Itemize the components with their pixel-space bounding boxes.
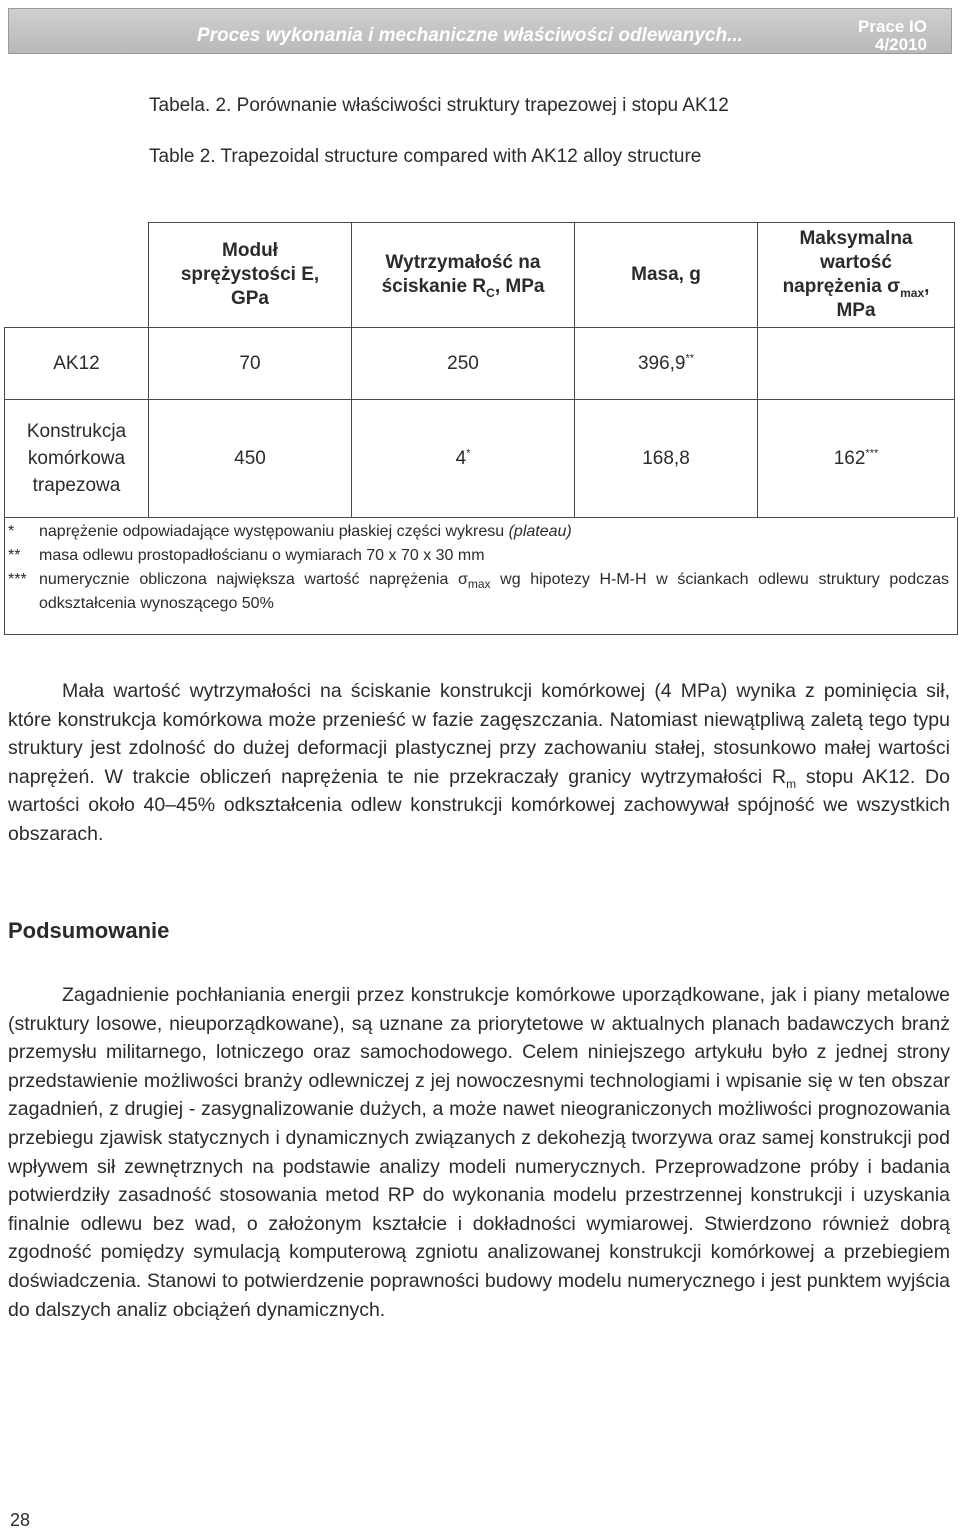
journal-name: Prace IO xyxy=(858,17,927,36)
header-mass: Masa, g xyxy=(575,223,758,328)
header-stress-line4: MPa xyxy=(836,300,876,321)
running-header-title: Proces wykonania i mechaniczne właściwości odlewanych... xyxy=(197,25,743,46)
table-header-row xyxy=(5,223,955,328)
header-strength xyxy=(352,223,575,328)
footnote-3 xyxy=(5,568,957,616)
footnote-1 xyxy=(5,520,957,544)
row-label-trapezoidal: Konstrukcja komórkowa trapezowa xyxy=(5,400,149,518)
table-footnotes xyxy=(4,517,958,635)
table-caption-en: Table 2. Trapezoidal structure compared with AK12 alloy structure xyxy=(149,146,702,167)
footnote-1-mark: * xyxy=(8,523,15,540)
header-empty-cell xyxy=(5,223,149,328)
header-modulus-line3: GPa xyxy=(230,288,270,309)
running-header xyxy=(8,8,952,54)
footnote-2 xyxy=(5,544,957,568)
ak12-mass: 396,9** xyxy=(575,328,758,400)
header-modulus-line2: sprężystości E, xyxy=(180,264,320,285)
footnote-1-text: naprężenie odpowiadające występowaniu płaskiej części wykresu (plateau) xyxy=(39,523,572,540)
row-label-ak12: AK12 xyxy=(5,328,149,400)
body-paragraph-1: Mała wartość wytrzymałości na ściskanie konstrukcji komórkowej (4 MPa) wynika z pominięcia sił, które konstrukcja komórkowa może przenieść w fazie zagęszczania. Natomiast niewątpliwą zaletą tego typu struktury jest zdolność do dużej deformacji plastycznej przy zachowaniu stałej, stosunkowo małej wartości naprężeń. W trakcie obliczeń naprężenia te nie przekraczały granicy wytrzymałości $R_m$ stopu AK12. Do wartości około 40–45% odkształcenia odlew konstrukcji komórkowej zachowywał spójność we wszystkich obszarach. xyxy=(8,680,950,845)
header-max-stress xyxy=(758,223,955,328)
header-modulus xyxy=(149,223,352,328)
table-row-trapezoidal xyxy=(5,400,955,518)
body-paragraph-2: Zagadnienie pochłaniania energii przez konstrukcje komórkowe uporządkowane, jak i piany metalowe (struktury losowe, nieuporządkowane), są uznane za priorytetowe w aktualnych planach badawczych branż przemysłu militarnego, lotniczego oraz samochodowego. Celem niniejszego artykułu było z jednej strony przedstawienie możliwości branży odlewniczej z jej nowoczesnymi technologiami i wpisanie się w ten obszar zagadnień, z drugiej - zasygnalizowanie dużych, a może nawet nieograniczonych możliwości prognozowania przebiegu zjawisk statycznych i dynamicznych związanych z dekohezją tworzywa oraz samej konstrukcji pod wpływem sił zewnętrznych na podstawie analizy modeli numerycznych. Przeprowadzone próby i badania potwierdziły zasadność stosowania metod RP do wykonania modelu przestrzennej konstrukcji i uzyskania finalnie odlewu bez wad, o założonym kształcie i dokładności wymiarowej. Stwierdzono również dobrą zgodność pomiędzy symulacją komputerową zgniotu analizowanej konstrukcji komórkowej a przebiegiem doświadczenia. Stanowi to potwierdzenie poprawności budowy modelu numerycznego i jest punktem wyjścia do dalszych analiz obciążeń dynamicznych. xyxy=(8,984,950,1321)
trapezoidal-modulus: 450 xyxy=(149,400,352,518)
table-row-ak12 xyxy=(5,328,955,400)
page-number: 28 xyxy=(10,1510,31,1530)
header-strength-line1: Wytrzymałość na xyxy=(385,252,541,273)
section-heading: Podsumowanie xyxy=(8,918,170,943)
footnote-2-text: masa odlewu prostopadłościanu o wymiarach 70 x 70 x 30 mm xyxy=(39,547,485,564)
trapezoidal-stress: 162*** xyxy=(758,400,955,518)
trapezoidal-strength: 4* xyxy=(352,400,575,518)
table-caption-pl: Tabela. 2. Porównanie właściwości struktury trapezowej i stopu AK12 xyxy=(149,95,729,116)
comparison-table xyxy=(4,222,955,518)
footnote-3-mark: *** xyxy=(8,571,27,588)
header-modulus-line1: Moduł xyxy=(222,240,278,261)
footnote-2-mark: ** xyxy=(8,547,21,564)
footnote-3-text: numerycznie obliczona największa wartość naprężenia $\sigma_{max}$ wg hipotezy H-M-H w ściankach odlewu struktury podczas odkształcenia wynoszącego 50% xyxy=(39,571,950,612)
ak12-stress xyxy=(758,328,955,400)
journal-issue: 4/2010 xyxy=(875,35,927,54)
header-stress-line2: wartość xyxy=(820,252,892,273)
header-stress-line1: Maksymalna xyxy=(799,228,913,249)
trapezoidal-mass: 168,8 xyxy=(575,400,758,518)
ak12-strength: 250 xyxy=(352,328,575,400)
journal-badge xyxy=(858,18,927,54)
header-strength-line2: ściskanie $R_C$, MPa xyxy=(381,276,545,300)
ak12-modulus: 70 xyxy=(149,328,352,400)
header-stress-line3: naprężenia $\sigma_{max}$, xyxy=(782,276,930,300)
